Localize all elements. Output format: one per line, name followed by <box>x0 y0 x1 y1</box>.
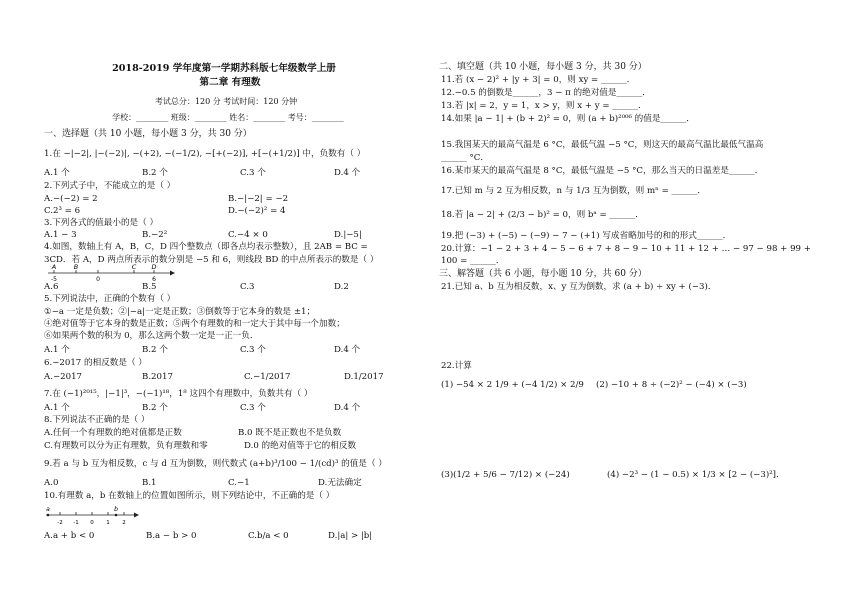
q7-option-d: D.4 个 <box>334 403 361 413</box>
q3-option-a: A.1 − 3 <box>44 230 77 240</box>
question-20-line-2: 100 = ______． <box>441 256 505 266</box>
q5-statement-3: ⑥如果两个数的积为 0，那么这两个数一定是一正一负． <box>44 331 259 341</box>
q4-option-c: C.3 <box>240 282 255 292</box>
section-fill-heading: 二、填空题（共 10 小题，每小题 3 分，共 30 分） <box>439 62 647 72</box>
q10-option-c: C.b/a < 0 <box>248 531 289 541</box>
q10-tick-label-2: 2 <box>122 520 126 526</box>
q10-axis-arrow <box>134 513 139 518</box>
q4-point-label-b: B <box>73 263 79 271</box>
question-3: 3.下列各式的值最小的是（ ） <box>44 218 159 228</box>
q1-option-c: C.3 个 <box>240 168 266 178</box>
q6-option-a: A.−2017 <box>44 372 83 382</box>
q9-option-a: A.0 <box>44 478 59 488</box>
question-22-part-1: (1) −54 × 2 1/9 + (−4 1/2) × 2/9 <box>441 380 584 390</box>
q2-option-b: B.−|−2| = −2 <box>228 194 289 204</box>
section-choice-heading: 一、选择题（共 10 小题，每小题 3 分，共 30 分） <box>44 129 252 139</box>
q5-option-c: C.3 个 <box>240 345 266 355</box>
q10-number-line <box>44 505 140 527</box>
q9-option-b: B.1 <box>142 478 157 488</box>
q10-point-label-a: a <box>46 506 50 513</box>
question-4-line-2: 3CD．若 A，D 两点所表示的数分别是 −5 和 6，则线段 BD 的中点所表示的数是（ ） <box>44 255 379 265</box>
q10-option-a: A.a + b < 0 <box>44 531 95 541</box>
q5-statement-2: ④绝对值等于它本身的数是正数；⑤两个有理数的和一定大于其中每一个加数； <box>44 319 345 329</box>
q10-tick-label-1: 1 <box>106 520 110 526</box>
question-22-part-3: (3)(1/2 + 5/6 − 7/12) × (−24) <box>441 470 570 480</box>
document-title: 2018-2019 学年度第一学期苏科版七年级数学上册 <box>112 63 336 74</box>
q10-point-a <box>47 514 50 517</box>
question-20-line-1: 20.计算：−1 − 2 + 3 + 4 − 5 − 6 + 7 + 8 − 9 − 10 + 11 + 12 + … − 97 − 98 + 99 + <box>441 244 811 254</box>
question-15-line-1: 15.我国某天的最高气温是 6 °C，最低气温 −5 °C，则这天的最高气温比最低气温高 <box>441 140 764 150</box>
question-4-line-1: 4.如图，数轴上有 A，B，C，D 四个整数点（即各点均表示整数），且 2AB = BC = <box>44 242 368 252</box>
q8-option-a: A.任何一个有理数的绝对值都是正数 <box>44 428 182 438</box>
q1-option-b: B.2 个 <box>142 168 168 178</box>
q10-option-b: B.a − b > 0 <box>146 531 197 541</box>
q4-point-label-c: C <box>131 263 137 271</box>
q6-option-b: B.2017 <box>142 372 173 382</box>
question-22-part-2: (2) −10 + 8 ÷ (−2)² − (−4) × (−3) <box>596 380 747 390</box>
q8-option-c: C.有理数可以分为正有理数，负有理数和零 <box>44 441 208 451</box>
question-22-part-4: (4) −2³ − (1 − 0.5) × 1/3 × [2 − (−3)²]． <box>607 470 785 480</box>
q5-option-a: A.1 个 <box>44 345 70 355</box>
question-12: 12.−0.5 的倒数是______，3 − π 的绝对值是______． <box>441 88 651 98</box>
chapter-title: 第二章 有理数 <box>199 77 261 88</box>
question-15-line-2: ______ °C． <box>441 153 489 163</box>
q3-option-b: B.−2² <box>142 230 168 240</box>
question-8: 8.下列说法不正确的是（ ） <box>44 415 150 425</box>
q10-option-d: D.|a| > |b| <box>328 531 373 541</box>
student-info: 学校：________ 班级：________ 姓名：________ 考号：________ <box>112 113 344 122</box>
q1-option-d: D.4 个 <box>334 168 361 178</box>
question-9: 9.若 a 与 b 互为相反数，c 与 d 互为倒数，则代数式 (a+b)³/100 − 1/(cd)³ 的值是（ ） <box>44 459 387 469</box>
q9-option-c: C.−1 <box>228 478 250 488</box>
q8-option-d: D.0 的绝对值等于它的相反数 <box>244 441 357 451</box>
question-7: 7.在 (−1)²⁰¹⁵，|−1|³，−(−1)¹⁸，1⁸ 这四个有理数中，负数共有（ ） <box>44 389 313 399</box>
section-answer-heading: 三、解答题（共 6 小题，每小题 10 分，共 60 分） <box>439 269 647 279</box>
question-11: 11.若 (x − 2)² + |y + 3| = 0，则 xy = ______． <box>441 75 636 85</box>
q3-option-d: D.|−5| <box>334 230 362 240</box>
q10-point-label-b: b <box>114 506 118 513</box>
q7-option-c: C.3 个 <box>240 403 266 413</box>
question-1: 1.在 −|−2|, |−(−2)|, −(+2), −(−1/2), −[+(−2)], +[−(+1/2)] 中，负数有（ ） <box>44 149 366 159</box>
q4-option-b: B.5 <box>142 282 157 292</box>
question-6: 6.−2017 的相反数是（ ） <box>44 358 147 368</box>
q5-statement-1: ①−a 一定是负数；②|−a|一定是正数；③倒数等于它本身的数是 ±1； <box>44 307 316 317</box>
q7-option-a: A.1 个 <box>44 403 70 413</box>
question-19: 19.把 (−3) + (−5) − (−9) − 7 − (+1) 写成省略加号的和的形式______． <box>441 231 732 241</box>
q4-option-a: A.6 <box>44 282 59 292</box>
q1-option-a: A.1 个 <box>44 168 70 178</box>
q10-tick-label-minus1: -1 <box>73 520 79 526</box>
question-13: 13.若 |x| = 2，y = 1，x > y，则 x + y = ______． <box>441 101 647 111</box>
q6-option-d: D.1/2017 <box>344 372 384 382</box>
q5-option-b: B.2 个 <box>142 345 168 355</box>
q4-point-label-d: D <box>151 263 157 271</box>
question-21: 21.已知 a、b 互为相反数，x、y 互为倒数，求 (a + b) ÷ xy + (−3)． <box>441 282 717 292</box>
q8-option-b: B.0 既不是正数也不是负数 <box>238 428 342 438</box>
q4-tick-label-0: 0 <box>96 276 100 283</box>
question-5: 5.下列说法中，正确的个数有（ ） <box>44 294 176 304</box>
q2-option-d: D.−(−2)² = 4 <box>228 206 286 216</box>
q5-option-d: D.4 个 <box>334 345 361 355</box>
q2-option-c: C.2³ = 6 <box>44 206 81 216</box>
question-18: 18.若 |a − 2| + (2/3 − b)² = 0，则 bᵃ = ______． <box>441 210 644 220</box>
q9-option-d: D.无法确定 <box>318 478 362 488</box>
q4-tick-label-6: 6 <box>152 276 156 283</box>
question-10: 10.有理数 a，b 在数轴上的位置如图所示，则下列结论中，不正确的是（ ） <box>44 491 335 501</box>
q7-option-b: B.2 个 <box>142 403 168 413</box>
question-2: 2.下列式子中，不能成立的是（ ） <box>44 181 176 191</box>
question-16: 16.某市某天的最高气温是 8 °C，最低气温是 −5 °C，那么当天的日温差是______． <box>441 166 764 176</box>
q10-tick-label-minus2: -2 <box>57 520 63 526</box>
q4-point-label-a: A <box>51 263 57 271</box>
question-14: 14.如果 |a − 1| + (b + 2)² = 0，则 (a + b)²⁰⁰⁶ 的值是______． <box>441 114 695 124</box>
exam-info: 考试总分：120 分 考试时间：120 分钟 <box>154 97 298 106</box>
q4-option-d: D.2 <box>334 282 349 292</box>
q4-axis-arrow <box>170 271 175 276</box>
q3-option-c: C.−4 × 0 <box>228 230 268 240</box>
q10-point-b <box>115 514 118 517</box>
q10-tick-label-0: 0 <box>90 520 94 526</box>
q6-option-c: C.−1/2017 <box>244 372 291 382</box>
question-17: 17.已知 m 与 2 互为相反数，n 与 1/3 互为倒数，则 mⁿ = ______． <box>441 186 706 196</box>
question-22: 22.计算 <box>441 361 472 371</box>
q2-option-a: A.−(−2) = 2 <box>44 194 98 204</box>
q4-tick-label-minus5: -5 <box>51 276 57 283</box>
